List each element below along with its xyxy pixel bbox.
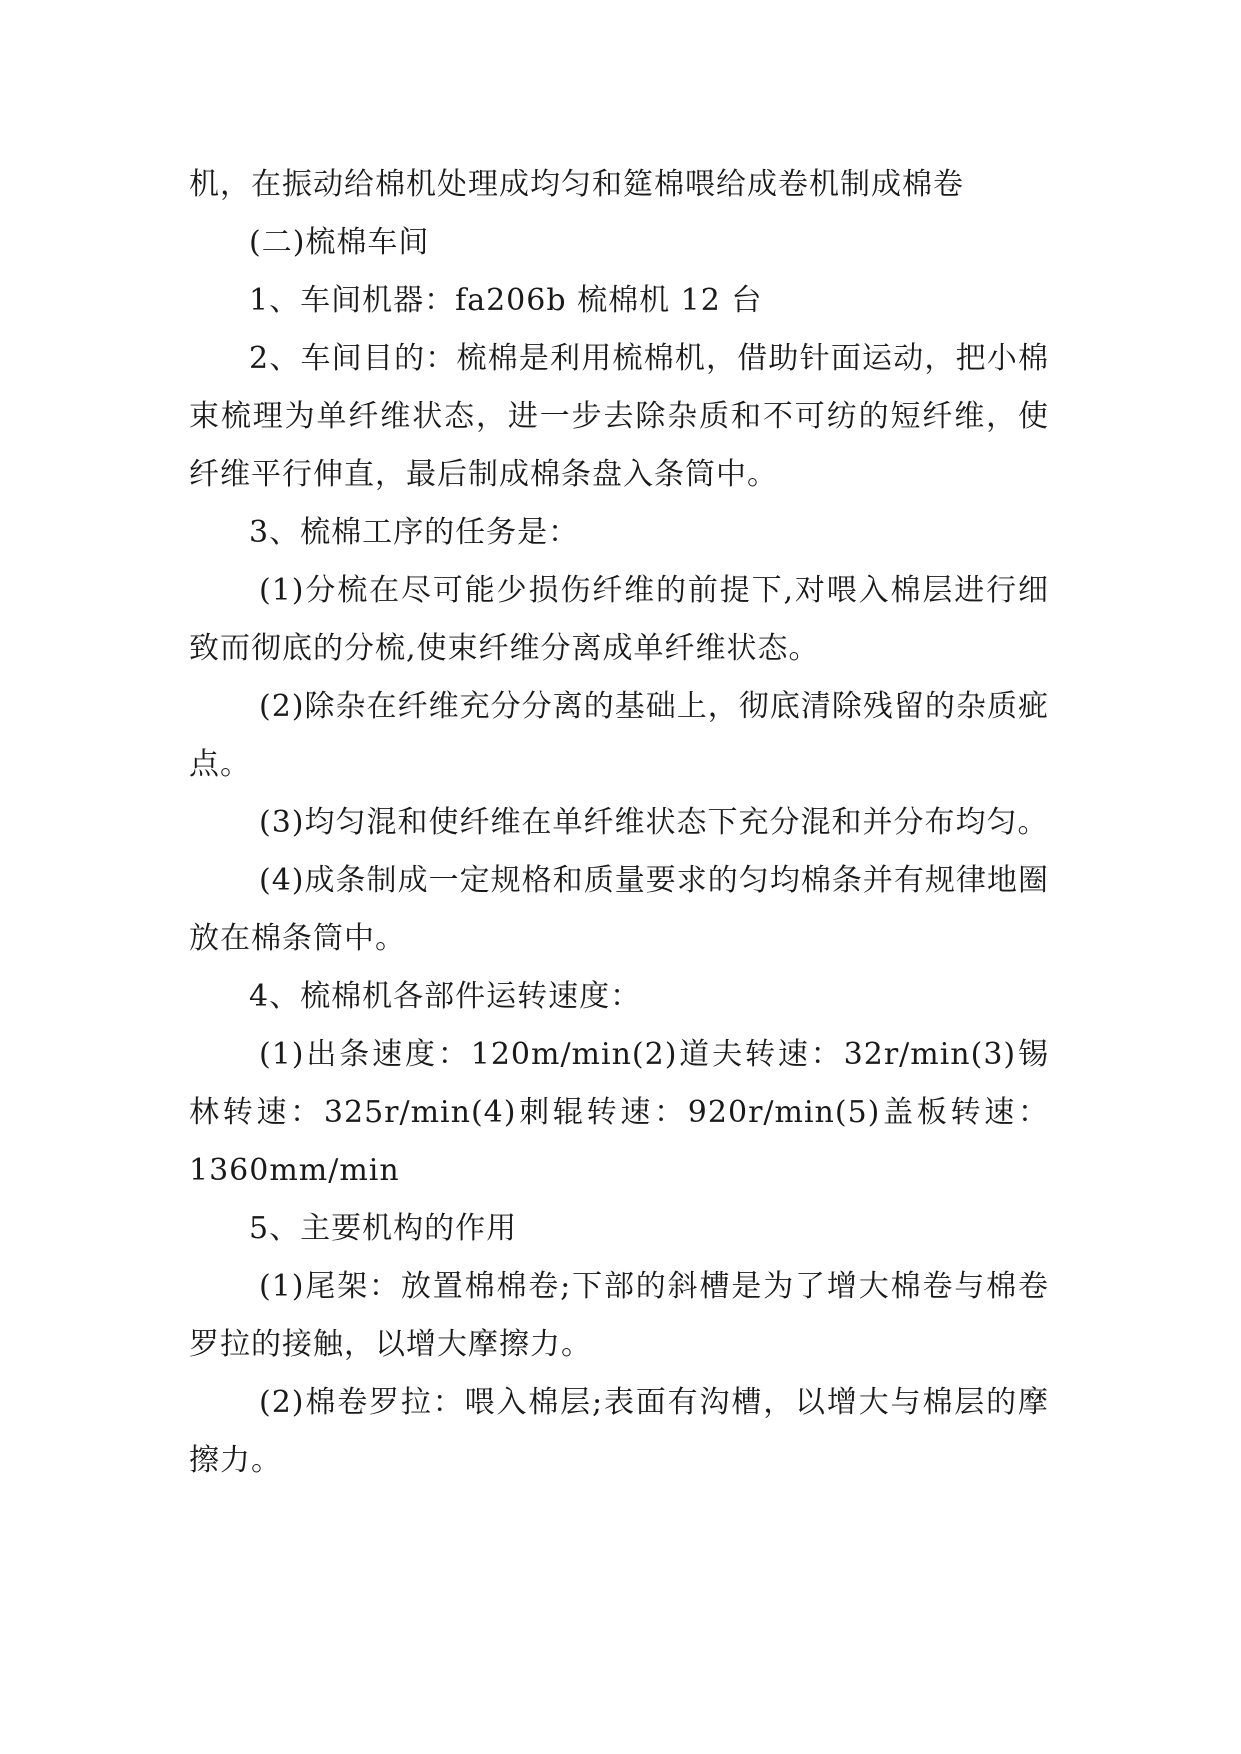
section-heading-carding-workshop: (二)梳棉车间	[249, 225, 430, 260]
paragraph-mechanism-2: (2)棉卷罗拉：喂入棉层;表面有沟槽，以增大与棉层的摩擦力。	[189, 1385, 1049, 1478]
paragraph-task-2: (2)除杂在纤维充分分离的基础上，彻底清除残留的杂质疵点。	[189, 689, 1049, 782]
paragraph-task-4: (4)成条制成一定规格和质量要求的匀均棉条并有规律地圈放在棉条筒中。	[189, 863, 1049, 956]
paragraph-mechanisms-heading: 5、主要机构的作用	[249, 1211, 518, 1246]
paragraph-mechanism-1: (1)尾架：放置棉棉卷;下部的斜槽是为了增大棉卷与棉卷罗拉的接触，以增大摩擦力。	[189, 1269, 1049, 1362]
paragraph-carding-tasks: 3、梳棉工序的任务是：	[249, 515, 580, 550]
document-body	[189, 156, 1049, 1490]
paragraph-workshop-machines: 1、车间机器：fa206b 梳棉机 12 台	[249, 283, 763, 318]
paragraph-task-1: (1)分梳在尽可能少损伤纤维的前提下,对喂入棉层进行细致而彻底的分梳,使束纤维分离成单纤维状态。	[189, 573, 1049, 666]
paragraph-continuation: 机，在振动给棉机处理成均匀和筵棉喂给成卷机制成棉卷	[189, 167, 964, 202]
paragraph-task-3: (3)均匀混和使纤维在单纤维状态下充分混和并分布均匀。	[259, 805, 1049, 840]
paragraph-workshop-purpose: 2、车间目的：梳棉是利用梳棉机，借助针面运动，把小棉束梳理为单纤维状态，进一步去除杂质和不可纺的短纤维，使纤维平行伸直，最后制成棉条盘入条筒中。	[189, 341, 1049, 492]
paragraph-speeds: (1)出条速度：120m/min(2)道夫转速：32r/min(3)锡林转速：325r/min(4)刺辊转速：920r/min(5)盖板转速：1360mm/min	[189, 1037, 1049, 1188]
paragraph-speeds-heading: 4、梳棉机各部件运转速度：	[249, 979, 642, 1014]
